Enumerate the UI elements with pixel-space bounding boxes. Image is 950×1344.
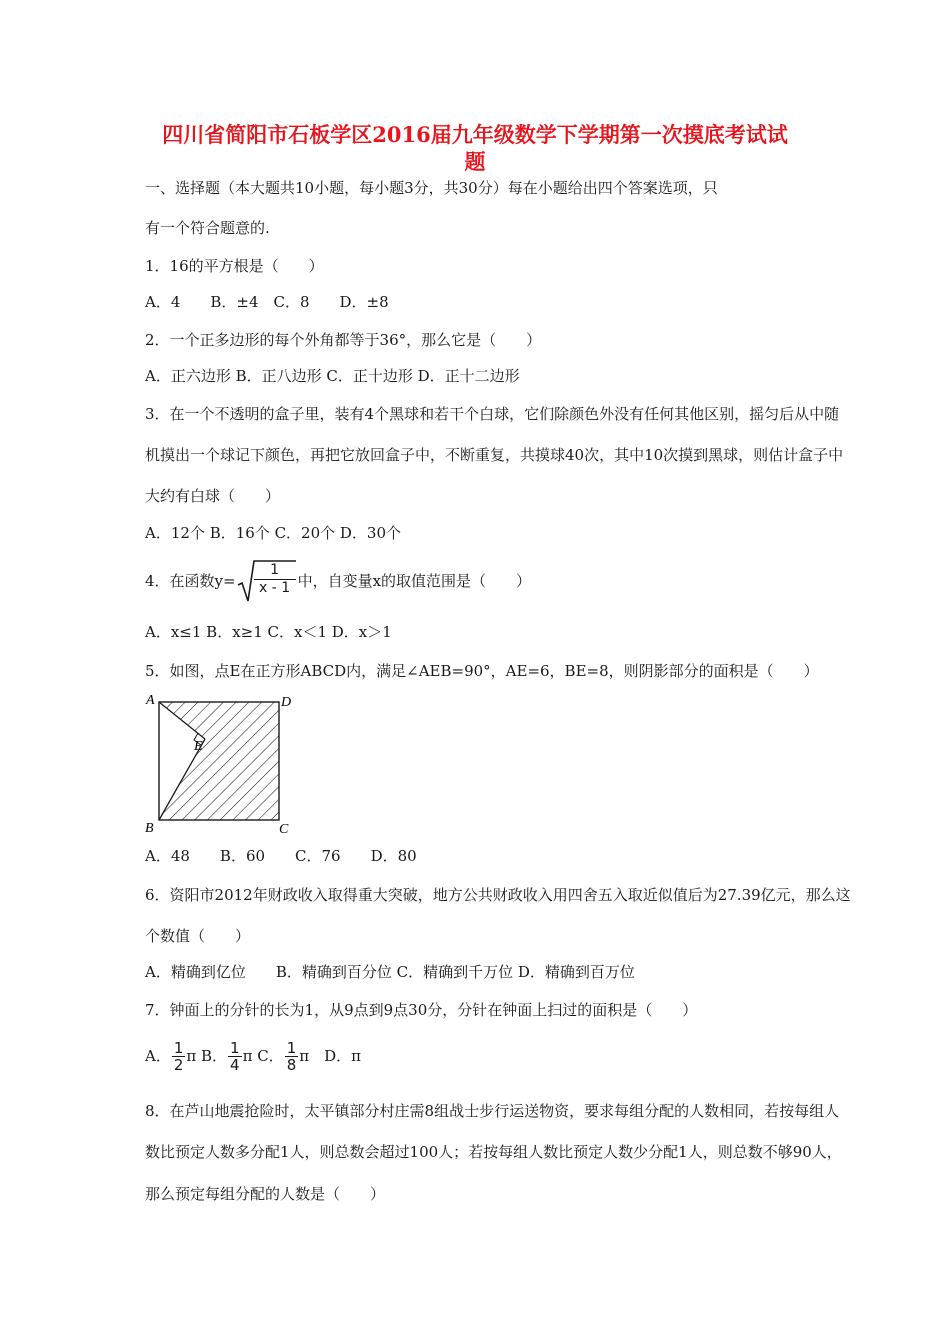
option-b-label: π B． <box>186 1047 228 1065</box>
option-a-label: A． <box>145 1047 171 1065</box>
question-6-options: A．精确到亿位 B．精确到百分位 C．精确到千万位 D．精确到百万位 <box>145 963 635 981</box>
question-7-options <box>145 1036 361 1076</box>
question-8-line3: 那么预定每组分配的人数是（ ） <box>145 1185 386 1203</box>
section-instructions-line2: 有一个符合题意的. <box>145 219 270 237</box>
question-5-options: A．48 B．60 C．76 D．80 <box>145 847 417 865</box>
document-title-line2: 题 <box>464 149 486 174</box>
question-3-line3: 大约有白球（ ） <box>145 487 281 505</box>
question-8-line2: 数比预定人数多分配1人，则总数会超过100人；若按每组人数比预定人数少分配1人，则总数不够90人， <box>145 1143 842 1161</box>
question-6-line2: 个数值（ ） <box>145 927 251 945</box>
document-title-line1: 四川省简阳市石板学区2016届九年级数学下学期第一次摸底考试试 <box>162 122 788 147</box>
vertex-label-d: D <box>281 695 292 710</box>
question-2-options: A．正六边形 B．正八边形 C．正十边形 D．正十二边形 <box>145 367 520 385</box>
option-c-label: π C． <box>242 1047 284 1065</box>
option-d-label: π D．π <box>299 1047 361 1065</box>
question-3-options: A．12个 B．16个 C．20个 D．30个 <box>145 524 402 542</box>
question-3-line1: 3．在一个不透明的盒子里，装有4个黑球和若干个白球，它们除颜色外没有任何其他区别，摇匀后从中随 <box>145 405 840 423</box>
question-4-options: A．x≤1 B．x≥1 C．x＜1 D．x＞1 <box>145 623 392 641</box>
square-abcd-figure <box>144 692 294 838</box>
question-2-stem: 2．一个正多边形的每个外角都等于36°，那么它是（ ） <box>145 331 542 349</box>
square-root-expression <box>236 559 298 605</box>
question-4-prefix: 4．在函数y= <box>145 572 236 590</box>
vertex-label-b: B <box>145 821 154 836</box>
fraction-one-half: $\frac{1}{2}$ <box>173 1039 184 1074</box>
question-3-line2: 机摸出一个球记下颜色，再把它放回盒子中，不断重复，共摸球40次，其中10次摸到黑球，则估计盒子中 <box>145 446 844 464</box>
question-7-stem: 7．钟面上的分针的长为1，从9点到9点30分，分针在钟面上扫过的面积是（ ） <box>145 1001 698 1019</box>
fraction-numerator: 1 <box>270 562 280 578</box>
question-4-stem <box>145 558 531 605</box>
question-8-line1: 8．在芦山地震抢险时，太平镇部分村庄需8组战士步行运送物资，要求每组分配的人数相同，若按每组人 <box>145 1102 840 1120</box>
vertex-label-c: C <box>279 822 289 837</box>
fraction-one-quarter: $\frac{1}{4}$ <box>230 1039 240 1074</box>
vertex-label-e: E <box>194 739 203 754</box>
question-1-stem: 1．16的平方根是（ ） <box>145 257 324 275</box>
question-1-options: A．4 B．±4 C．8 D．±8 <box>145 293 389 311</box>
radicand-fraction <box>254 562 296 597</box>
question-5-stem: 5．如图，点E在正方形ABCD内，满足∠AEB=90°，AE=6，BE=8，则阴影部分的面积是（ ） <box>145 662 819 680</box>
question-4-suffix: 中，自变量x的取值范围是（ ） <box>297 572 532 590</box>
fraction-one-eighth: $\frac{1}{8}$ <box>286 1039 297 1074</box>
question-6-line1: 6．资阳市2012年财政收入取得重大突破，地方公共财政收入用四舍五入取近似值后为27.39亿元，那么这 <box>145 886 851 904</box>
vertex-label-a: A <box>146 693 155 708</box>
section-instructions-line1: 一、选择题（本大题共10小题，每小题3分，共30分）每在小题给出四个答案选项，只 <box>145 179 718 197</box>
fraction-denominator: x - 1 <box>259 580 291 596</box>
